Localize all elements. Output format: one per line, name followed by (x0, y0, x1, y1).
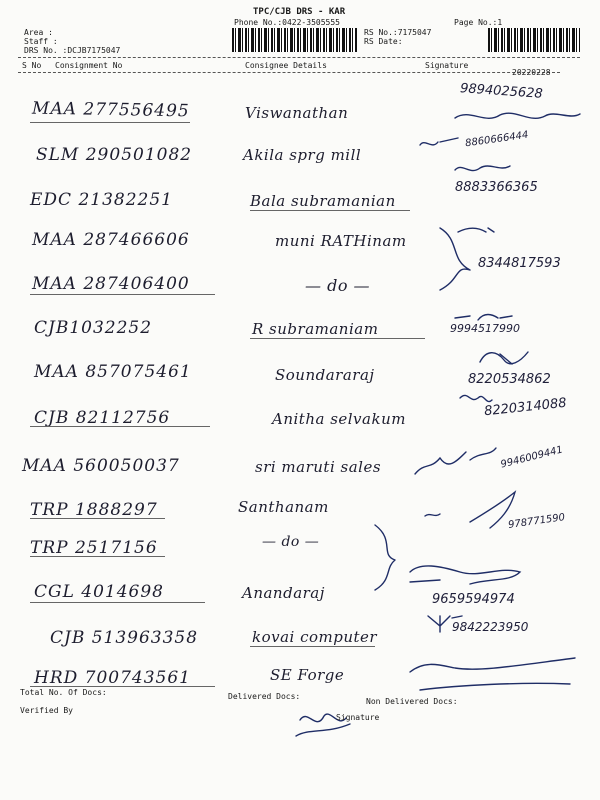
barcode-left (232, 28, 357, 52)
consignment-number: TRP 2517156 (30, 538, 158, 558)
consignee-name: Anitha selvakum (272, 410, 406, 428)
row-underline (30, 556, 165, 557)
receiver-phone: 9842223950 (452, 620, 529, 634)
consignment-number: CJB 82112756 (34, 408, 171, 428)
row-underline (250, 210, 410, 211)
consignment-number: MAA 560050037 (22, 456, 180, 476)
receiver-phone: 9994517990 (450, 322, 520, 335)
receiver-phone: 8220534862 (468, 372, 551, 387)
receiver-phone: 8860666444 (464, 129, 530, 150)
rs-number: RS No.:7175047 (364, 28, 432, 37)
row-underline (30, 294, 215, 295)
col-consignee: Consignee Details (245, 61, 327, 70)
receiver-phone: 8883366365 (455, 180, 538, 195)
verified-by-label: Verified By (20, 706, 73, 715)
consignee-name: — do — (305, 276, 371, 295)
receiver-phone: 8220314088 (483, 395, 568, 420)
receiver-phone: 9946009441 (499, 444, 565, 471)
header-rule-top (18, 57, 580, 58)
consignee-name: Viswanathan (245, 104, 349, 122)
consignment-number: SLM 290501082 (36, 145, 193, 165)
consignment-number: MAA 277556495 (31, 98, 190, 122)
consignment-number: MAA 287466606 (32, 230, 190, 250)
consignee-name: kovai computer (252, 628, 378, 646)
consignment-number: TRP 1888297 (30, 500, 158, 520)
consignee-name: SE Forge (270, 666, 345, 684)
delivered-docs-label: Delivered Docs: (228, 692, 301, 701)
col-signature: Signature (425, 61, 469, 70)
header-rule-bottom (18, 72, 560, 73)
receiver-phone: 9894025628 (459, 81, 544, 102)
row-underline (250, 338, 425, 339)
consignment-number: MAA 287406400 (32, 274, 190, 294)
consignment-number: CJB1032252 (34, 318, 153, 338)
consignee-name: sri maruti sales (255, 458, 382, 476)
receiver-phone: 8344817593 (478, 256, 561, 271)
col-sno: S No (22, 61, 42, 70)
barcode-right (488, 28, 580, 52)
row-underline (30, 686, 215, 687)
consignee-name: Bala subramanian (250, 192, 396, 210)
document-title: TPC/CJB DRS - KAR (253, 7, 346, 17)
consignment-number: CJB 513963358 (50, 628, 199, 648)
drs-number: DRS No. :DCJB7175047 (24, 46, 121, 55)
consignee-name: Anandaraj (242, 584, 325, 602)
date-stamp: 20220228 (512, 68, 551, 77)
consignee-name: R subramaniam (252, 320, 379, 338)
consignee-name: Akila sprg mill (243, 146, 362, 164)
total-docs-label: Total No. Of Docs: (20, 688, 107, 697)
consignment-number: MAA 857075461 (34, 362, 192, 382)
staff-label: Staff : (24, 37, 58, 46)
phone-number: Phone No.:0422-3505555 (234, 18, 340, 27)
row-underline (30, 602, 205, 603)
signature-label: Signature (336, 713, 380, 722)
receiver-phone: 9659594974 (432, 592, 515, 607)
consignee-name: Santhanam (238, 498, 329, 516)
rs-date: RS Date: (364, 37, 403, 46)
area-label: Area : (24, 28, 53, 37)
consignment-number: CGL 4014698 (34, 582, 164, 602)
row-underline (30, 426, 210, 427)
page-number: Page No.:1 (454, 18, 503, 27)
receiver-phone: 978771590 (507, 512, 566, 531)
consignee-name: muni RATHinam (275, 232, 407, 250)
consignment-number: HRD 700743561 (34, 668, 192, 688)
consignee-name: Soundararaj (275, 366, 375, 384)
row-underline (30, 518, 165, 519)
row-underline (250, 646, 375, 647)
non-delivered-docs-label: Non Delivered Docs: (366, 697, 458, 706)
row-underline (30, 122, 190, 123)
consignment-number: EDC 21382251 (30, 190, 173, 210)
col-consignment: Consignment No (55, 61, 123, 70)
consignee-name: — do — (262, 534, 320, 550)
